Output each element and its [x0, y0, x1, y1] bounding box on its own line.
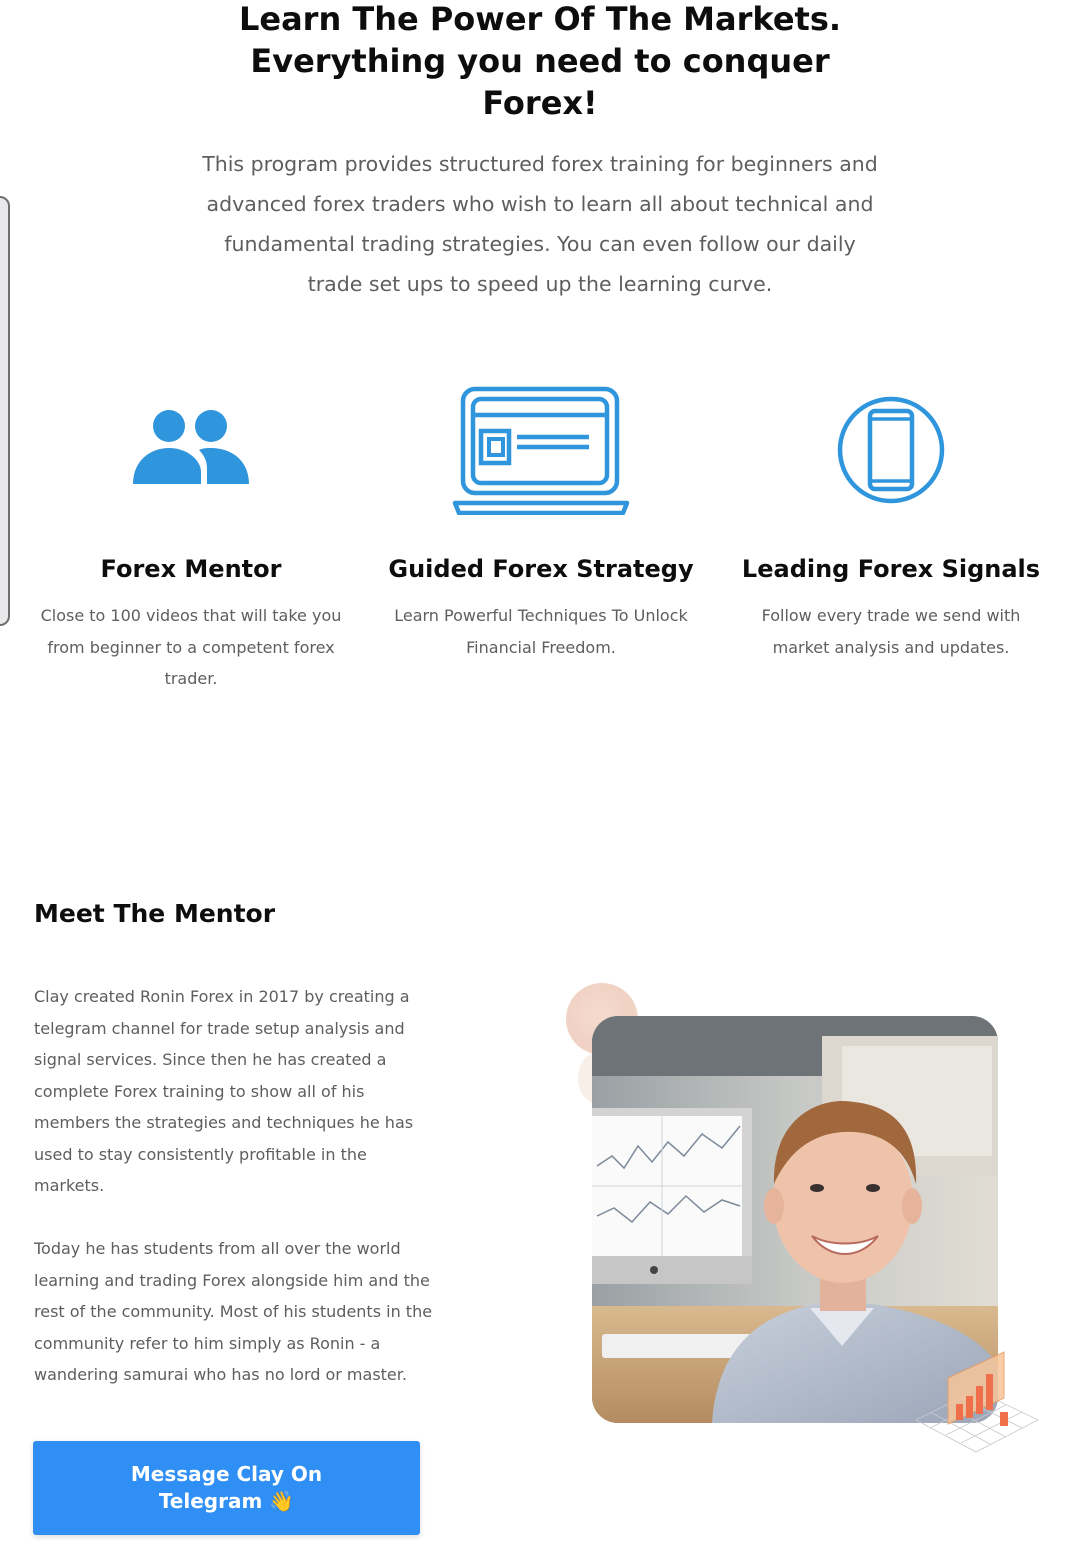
hero-description: This program provides structured forex training for beginners and advanced forex traders who wish to learn all about technical and fundamental trading strategies. You can even follow our daily trade set ups to speed up the learning curve. — [202, 152, 878, 296]
feature-text: Learn Powerful Techniques To Unlock Financial Freedom. — [394, 606, 688, 657]
mentor-section-title: Meet The Mentor — [34, 899, 276, 928]
feature-title: Leading Forex Signals — [741, 555, 1041, 583]
feature-title: Guided Forex Strategy — [388, 555, 694, 583]
chart-illustration-icon — [906, 1340, 1046, 1460]
mentor-bio — [34, 981, 434, 1391]
feature-guided-strategy — [366, 380, 716, 663]
message-telegram-button[interactable] — [33, 1441, 420, 1535]
hero-title-line-1: Learn The Power Of The Markets. — [238, 0, 842, 38]
mentor-bio-paragraph: Today he has students from all over the world learning and trading Forex alongside him and the rest of the community. Most of his students in the community refer to him simply as Ronin - a wandering samurai who has no lord or master. — [34, 1239, 433, 1384]
users-icon — [16, 380, 366, 520]
message-telegram-button-label: Message Clay On Telegram 👋 — [130, 1462, 323, 1513]
hero-title-line-2: Everything you need to conquer — [250, 42, 830, 80]
feature-title: Forex Mentor — [100, 555, 282, 583]
hero-title-line-3: Forex! — [482, 84, 598, 122]
feature-forex-signals — [716, 380, 1066, 663]
laptop-icon — [366, 380, 716, 520]
mentor-bio-paragraph: Clay created Ronin Forex in 2017 by creating a telegram channel for trade setup analysis and signal services. Since then he has created a complete Forex training to show all of his members the strategies and techniques he has used to stay consistently profitable in the markets. — [34, 987, 414, 1195]
feature-forex-mentor — [16, 380, 366, 695]
feature-text: Follow every trade we send with market analysis and updates. — [761, 606, 1021, 657]
hero-title — [160, 0, 920, 124]
feature-text: Close to 100 videos that will take you from beginner to a competent forex trader. — [40, 606, 342, 688]
scroll-handle[interactable] — [0, 196, 10, 626]
smartphone-icon — [716, 380, 1066, 520]
